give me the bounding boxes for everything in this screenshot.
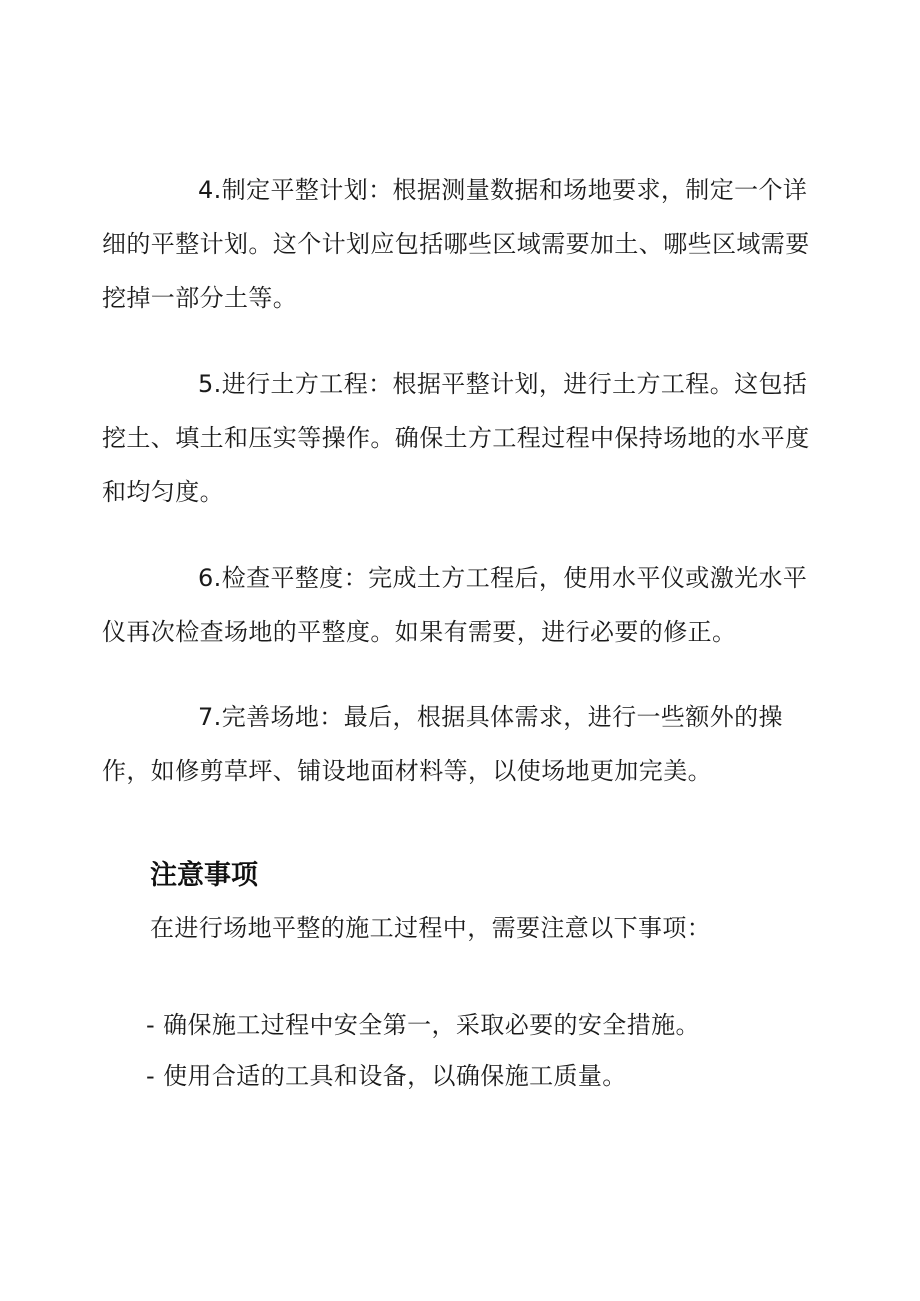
step-number: 5 bbox=[198, 370, 214, 398]
step-5-paragraph bbox=[102, 357, 814, 519]
step-4-paragraph bbox=[102, 163, 814, 325]
step-number: 4 bbox=[198, 176, 214, 204]
step-text: .检查平整度：完成土方工程后，使用水平仪或激光水平仪再次检查场地的平整度。如果有需要，进行必要的修正。 bbox=[102, 564, 808, 646]
step-7-paragraph bbox=[102, 690, 814, 798]
notes-bullet-item: - 使用合适的工具和设备，以确保施工质量。 bbox=[146, 1062, 627, 1090]
step-6-paragraph bbox=[102, 551, 814, 659]
notes-bullet-item: - 确保施工过程中安全第一，采取必要的安全措施。 bbox=[146, 1011, 700, 1039]
step-number: 7 bbox=[198, 703, 214, 731]
step-text: .进行土方工程：根据平整计划，进行土方工程。这包括挖土、填土和压实等操作。确保土方工程过程中保持场地的水平度和均匀度。 bbox=[102, 370, 810, 506]
step-text: .制定平整计划：根据测量数据和场地要求，制定一个详细的平整计划。这个计划应包括哪些区域需要加土、哪些区域需要挖掉一部分土等。 bbox=[102, 176, 810, 312]
step-text: .完善场地：最后，根据具体需求，进行一些额外的操作，如修剪草坪、铺设地面材料等，以使场地更加完美。 bbox=[102, 703, 783, 785]
step-number: 6 bbox=[198, 564, 214, 592]
section-heading: 注意事项 bbox=[150, 860, 258, 891]
notes-intro: 在进行场地平整的施工过程中，需要注意以下事项： bbox=[150, 914, 712, 942]
